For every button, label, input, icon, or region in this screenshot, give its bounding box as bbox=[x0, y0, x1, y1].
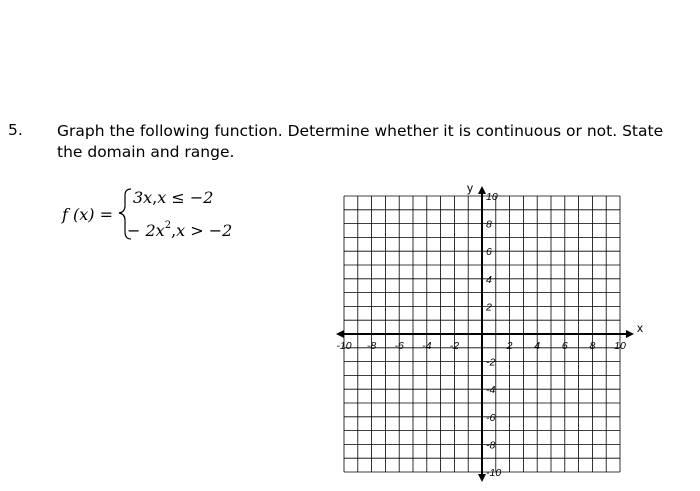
y-tick-label: 8 bbox=[486, 218, 492, 231]
x-tick-label: -10 bbox=[336, 340, 352, 352]
y-axis-label: y bbox=[467, 181, 473, 195]
y-tick-label: -2 bbox=[486, 356, 496, 369]
piece-1-expr: 3x bbox=[133, 188, 153, 207]
x-tick-label: -6 bbox=[394, 340, 404, 352]
x-axis-left-arrow-icon bbox=[336, 330, 344, 338]
piece-2-expr: − 2x bbox=[127, 221, 165, 240]
y-tick-label: -10 bbox=[486, 467, 502, 479]
x-tick-label: 10 bbox=[614, 340, 626, 352]
question-line-2: the domain and range. bbox=[57, 143, 235, 161]
piece-2-sep: , bbox=[171, 221, 177, 240]
y-tick-label: 6 bbox=[486, 246, 492, 259]
x-tick-label: -2 bbox=[449, 340, 460, 352]
x-tick-label: 6 bbox=[561, 340, 568, 352]
x-axis-label: x bbox=[637, 321, 643, 335]
y-tick-label: 2 bbox=[486, 301, 492, 314]
piece-1-cond: x ≤ −2 bbox=[157, 188, 214, 207]
x-tick-label: -4 bbox=[422, 340, 432, 352]
x-tick-label: 8 bbox=[589, 340, 596, 352]
function-lhs: f (x) = bbox=[62, 205, 114, 224]
piece-2-cond: x > −2 bbox=[176, 221, 233, 240]
question-number: 5. bbox=[8, 121, 23, 139]
y-tick-label: -8 bbox=[486, 439, 496, 452]
y-tick-label: 4 bbox=[486, 273, 492, 286]
x-axis-right-arrow-icon bbox=[626, 330, 634, 338]
y-tick-label: -4 bbox=[486, 384, 496, 397]
y-axis-up-arrow-icon bbox=[478, 186, 486, 194]
y-axis-down-arrow-icon bbox=[478, 474, 486, 482]
piece-2-power: 2 bbox=[164, 220, 172, 231]
piece-1-sep: , bbox=[152, 188, 158, 207]
y-tick-label: -6 bbox=[486, 411, 496, 424]
x-tick-label: 2 bbox=[506, 340, 513, 352]
x-tick-label: -8 bbox=[366, 340, 377, 352]
y-tick-label: 10 bbox=[486, 191, 498, 203]
x-tick-label: 4 bbox=[534, 340, 541, 352]
question-line-1: Graph the following function. Determine whether it is continuous or not. State bbox=[57, 122, 664, 140]
